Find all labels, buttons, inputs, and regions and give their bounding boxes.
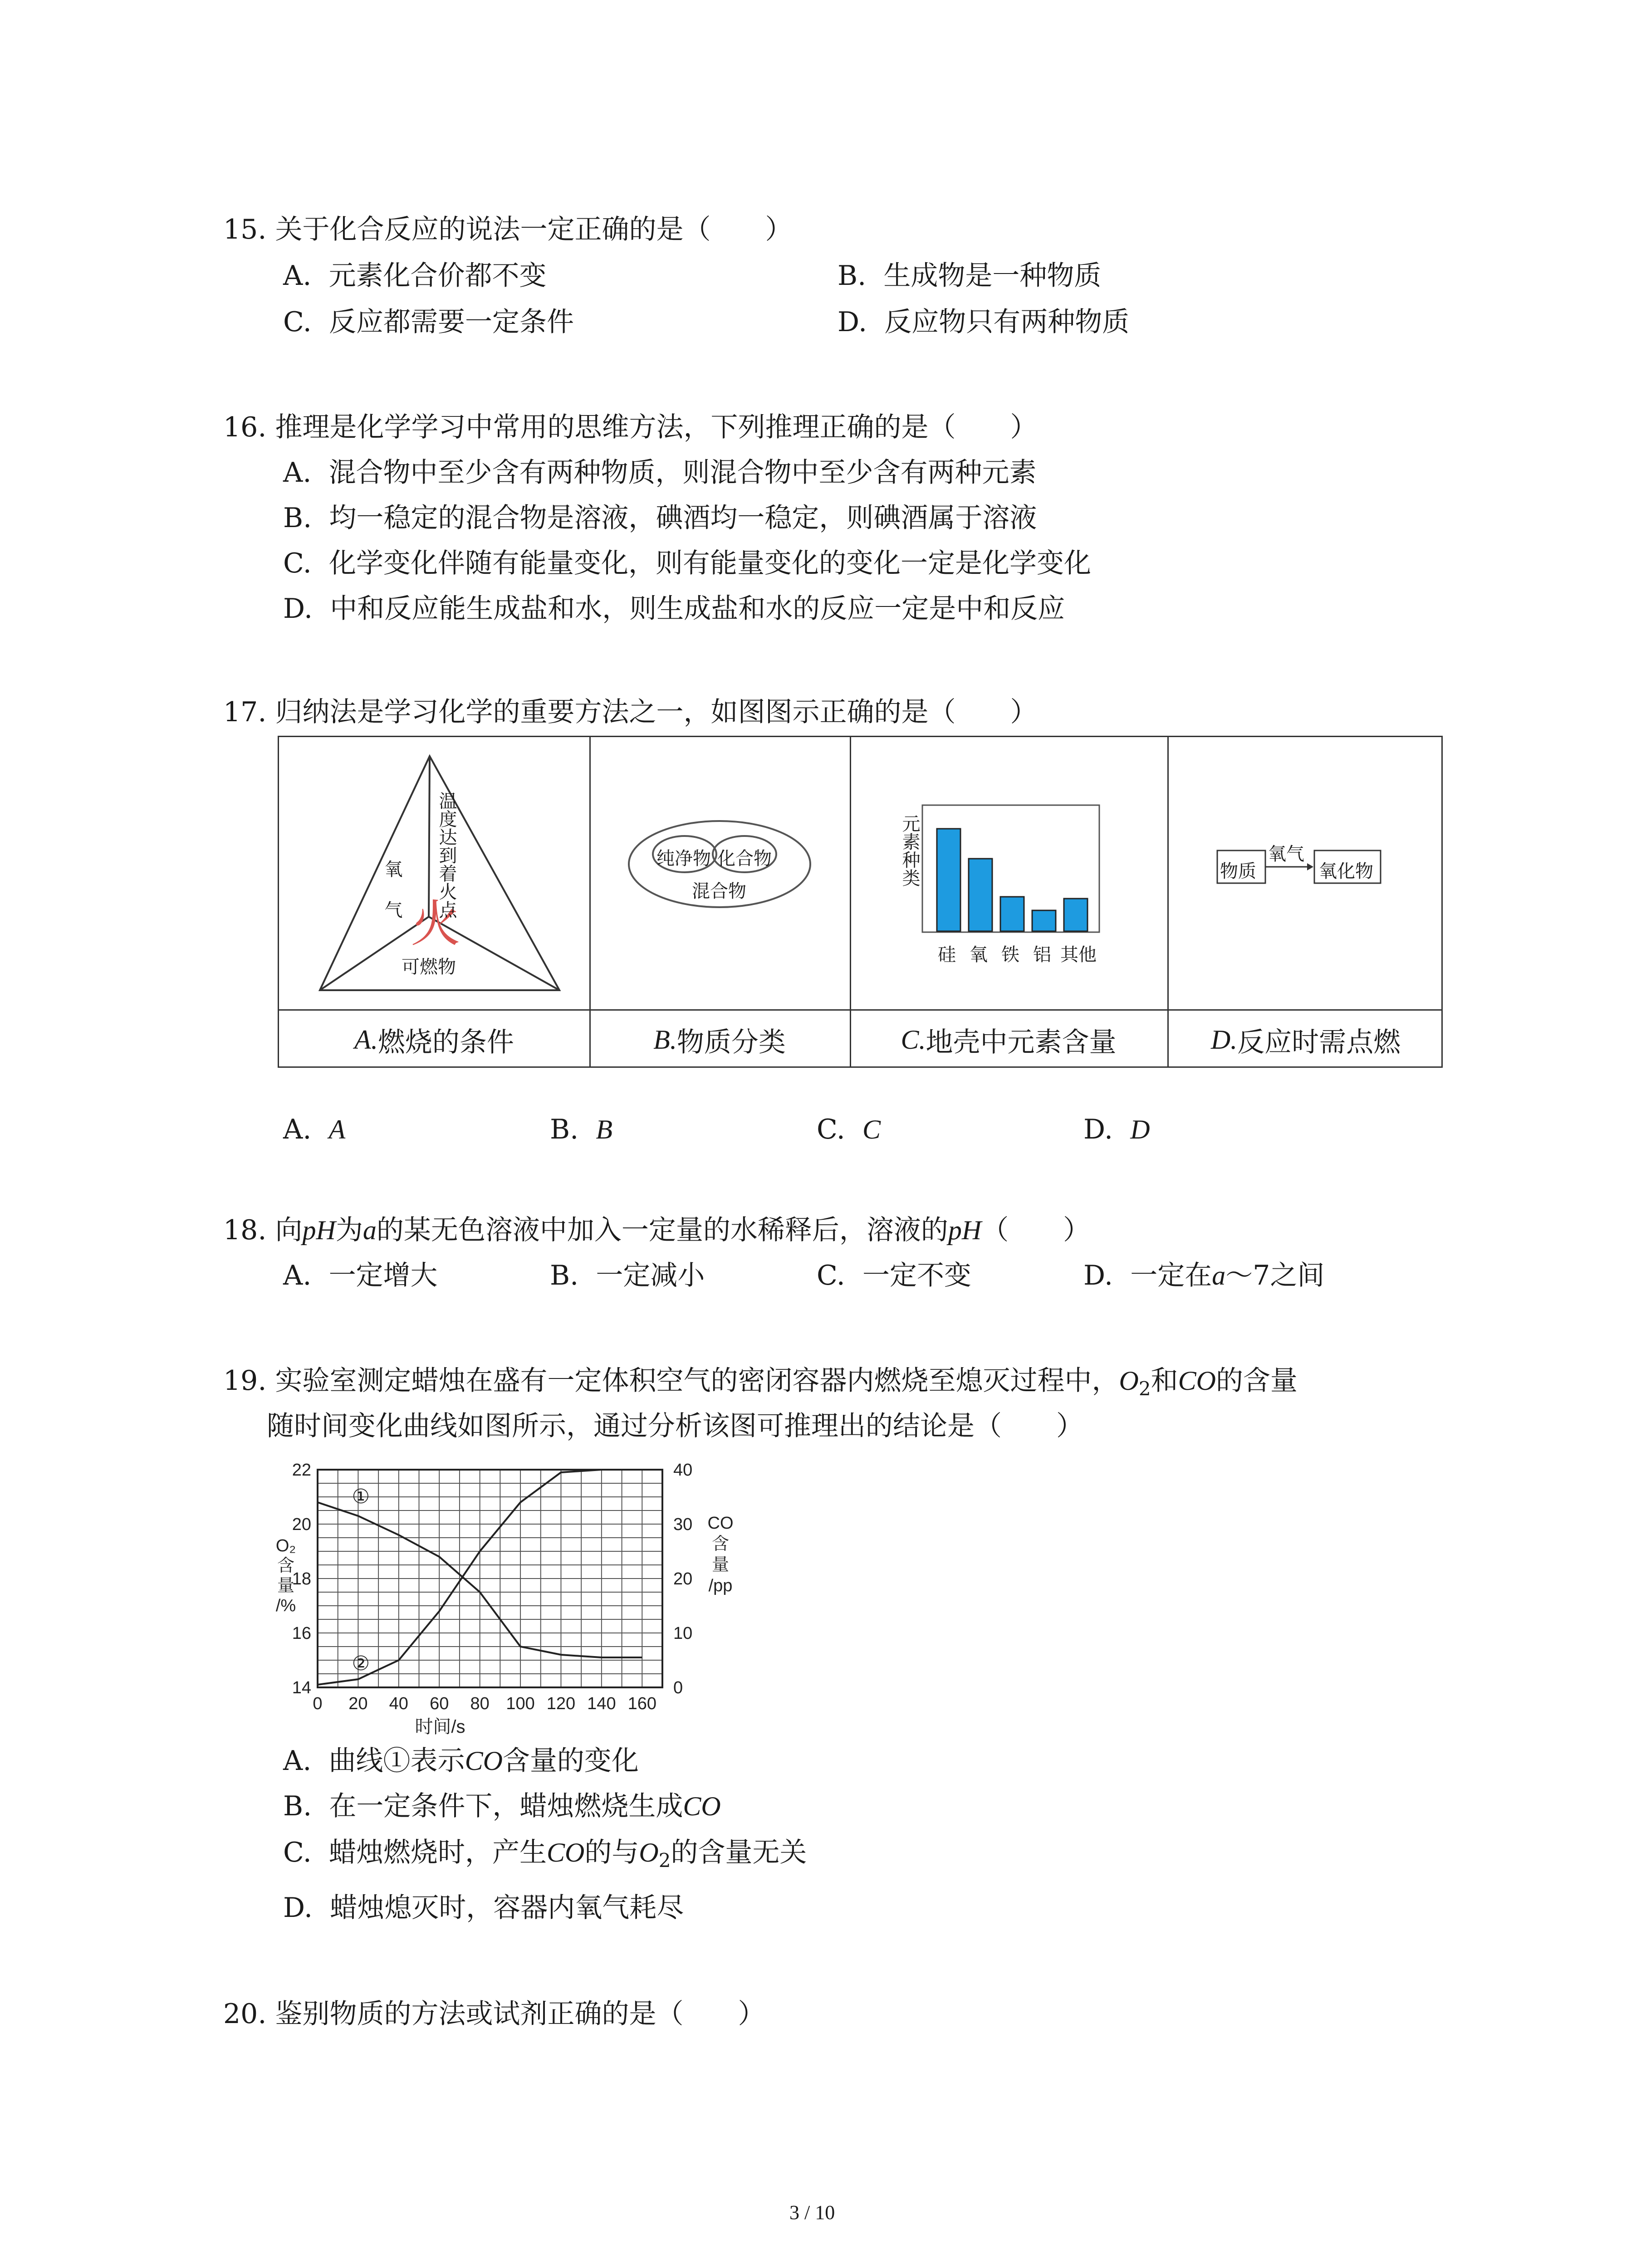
bar-si (937, 829, 960, 931)
arrow-head (1307, 863, 1313, 870)
q19-option-b[interactable] (283, 1790, 721, 1823)
ph-var: pH (948, 1215, 982, 1245)
q15-option-d[interactable] (838, 306, 1129, 338)
x-tick-label: 60 (430, 1694, 449, 1713)
option-text: 的与 (584, 1837, 639, 1868)
q17-option-d[interactable] (1083, 1113, 1150, 1146)
fig-a-top-label: 温度达到着火点 (436, 792, 456, 919)
fig-a-caption (279, 1012, 589, 1068)
divider (279, 1009, 1441, 1011)
caption-letter: C. (901, 1025, 926, 1055)
stem-text: 19. 实验室测定蜡烛在盛有一定体积空气的密闭容器内燃烧至熄灭过程中， (223, 1365, 1119, 1397)
option-text: ～7之间 (1225, 1260, 1325, 1291)
x-tick-label: 80 (470, 1694, 490, 1713)
page-number: 3 / 10 (789, 2201, 835, 2224)
co-var: CO (547, 1838, 585, 1867)
caption-text: 地壳中元素含量 (926, 1026, 1117, 1058)
option-label: B. (283, 502, 312, 534)
y-right-tick-label: 0 (673, 1678, 683, 1697)
o2-var: O (639, 1838, 659, 1867)
option-text: 曲线①表示 (328, 1745, 465, 1777)
co-var: CO (1178, 1366, 1216, 1396)
y-left-tick-label: 18 (292, 1569, 311, 1589)
option-label: B. (838, 260, 867, 292)
y-right-axis-label: /pp (708, 1576, 733, 1595)
fig-b-inner2: 化合物 (717, 849, 772, 869)
option-label: B. (283, 1790, 312, 1822)
q17-option-c[interactable] (817, 1113, 881, 1146)
stem-text: 的某无色溶液中加入一定量的水稀释后，溶液的 (376, 1214, 948, 1246)
fig-c-caption (850, 1012, 1167, 1068)
option-label: A. (283, 457, 312, 489)
q17-option-a[interactable] (283, 1113, 345, 1146)
q20-stem: 20. 鉴别物质的方法或试剂正确的是（ ） (223, 1998, 765, 2030)
q19-option-c[interactable] (283, 1836, 807, 1877)
bar-al (1032, 910, 1056, 931)
fig-b-outer: 混合物 (692, 881, 746, 901)
o2-var: O (1119, 1366, 1139, 1396)
stem-text: （ ） (981, 1214, 1091, 1246)
option-text: 反应都需要一定条件 (329, 306, 574, 338)
q19-stem-line2: 随时间变化曲线如图所示，通过分析该图可推理出的结论是（ ） (267, 1410, 1083, 1442)
fig-a-center-fire: 火 (411, 896, 460, 952)
fig-c-bar-diagram (850, 737, 1167, 1009)
stem-text: 为 (335, 1214, 363, 1246)
option-label: A. (283, 1114, 312, 1145)
y-right-tick-label: 40 (673, 1461, 693, 1480)
q19-option-d[interactable] (283, 1892, 684, 1924)
y-right-axis-label: 量 (711, 1555, 730, 1574)
x-tick-label: 140 (587, 1694, 616, 1713)
option-text: B (596, 1114, 612, 1144)
stem-text: 和 (1151, 1365, 1178, 1397)
series-label-2: ② (352, 1652, 370, 1675)
option-text: D (1130, 1114, 1150, 1144)
option-text: 中和反应能生成盐和水，则生成盐和水的反应一定是中和反应 (330, 593, 1065, 625)
x-tick-label: 160 (627, 1694, 656, 1713)
fig-b-caption (589, 1012, 850, 1068)
q18-option-d[interactable] (1083, 1259, 1324, 1292)
x-tick-label: 100 (506, 1694, 535, 1713)
bar-o (969, 859, 992, 931)
y-left-axis-label: 量 (277, 1576, 295, 1595)
option-label: A. (283, 1260, 312, 1291)
option-label: C. (817, 1260, 845, 1291)
fig-b-diagram (589, 737, 850, 1009)
fig-c-cat-1: 氧 (970, 945, 988, 965)
y-right-axis-label: CO (707, 1514, 734, 1533)
fig-d-arrow-label: 氧气 (1268, 844, 1304, 864)
option-text: 的含量无关 (671, 1837, 807, 1868)
a-var: a (362, 1215, 377, 1245)
option-label: C. (817, 1114, 845, 1145)
q16-option-b[interactable] (283, 502, 1037, 534)
caption-letter: B. (653, 1025, 677, 1055)
subscript: 2 (658, 1849, 671, 1872)
y-left-tick-label: 22 (292, 1461, 311, 1480)
option-text: 反应物只有两种物质 (884, 306, 1130, 338)
caption-letter: D. (1210, 1025, 1238, 1055)
option-label: B. (550, 1114, 579, 1145)
option-label: A. (283, 260, 312, 292)
option-text: 在一定条件下，蜡烛燃烧生成 (329, 1790, 683, 1822)
option-text: 含量的变化 (502, 1745, 639, 1777)
q16-option-d[interactable] (283, 592, 1065, 625)
option-label: D. (1083, 1260, 1113, 1291)
co-var: CO (683, 1791, 721, 1821)
option-text: 一定不变 (862, 1260, 971, 1291)
bar-fe (1000, 897, 1024, 931)
option-text: 蜡烛熄灭时，容器内氧气耗尽 (330, 1892, 684, 1924)
q17-figure-table (278, 736, 1443, 1068)
option-text: 蜡烛燃烧时，产生 (329, 1837, 547, 1868)
option-text: 一定增大 (328, 1260, 438, 1291)
fig-d-box1: 物质 (1220, 861, 1256, 881)
q16-option-a[interactable] (283, 456, 1037, 489)
option-text: 元素化合价都不变 (328, 260, 547, 292)
x-tick-label: 0 (313, 1694, 323, 1713)
fig-d-caption (1167, 1012, 1444, 1068)
caption-text: 物质分类 (676, 1026, 786, 1058)
y-right-tick-label: 10 (673, 1624, 693, 1643)
fig-a-bottom-label: 可燃物 (402, 957, 456, 977)
y-right-tick-label: 20 (673, 1569, 693, 1589)
y-left-axis-label: /% (275, 1596, 296, 1615)
y-left-axis-label: O₂ (275, 1536, 296, 1555)
q18-option-a[interactable] (283, 1259, 438, 1292)
option-label: C. (283, 547, 312, 579)
y-right-axis-label: 含 (711, 1535, 730, 1554)
fig-d-flow (1167, 737, 1444, 1009)
fig-c-cat-0: 硅 (938, 945, 956, 965)
q18-option-b[interactable] (550, 1259, 705, 1292)
q15-option-a[interactable] (283, 259, 547, 292)
q17-stem: 17. 归纳法是学习化学的重要方法之一，如图图示正确的是（ ） (223, 696, 1038, 728)
option-text: 生成物是一种物质 (883, 260, 1102, 292)
option-label: D. (838, 306, 867, 338)
triangle-line (429, 756, 430, 917)
fig-d-box2: 氧化物 (1319, 861, 1373, 881)
fig-c-cat-4: 其他 (1060, 945, 1097, 965)
x-tick-label: 40 (389, 1694, 408, 1713)
x-axis-label: 时间/s (415, 1717, 465, 1737)
a-var: a (1212, 1261, 1226, 1290)
caption-letter: A. (354, 1025, 378, 1055)
bar-other (1064, 899, 1087, 931)
caption-text: 燃烧的条件 (377, 1026, 514, 1058)
ph-var: pH (302, 1215, 336, 1245)
series-label-1: ① (352, 1486, 370, 1508)
y-left-axis-label: 含 (277, 1556, 295, 1575)
q15-stem: 15. 关于化合反应的说法一定正确的是（ ） (223, 214, 793, 245)
q15-option-b[interactable] (838, 259, 1101, 292)
q15-option-c[interactable] (283, 306, 574, 338)
y-right-tick-label: 30 (673, 1515, 693, 1534)
co-var: CO (465, 1746, 503, 1776)
option-label: D. (1083, 1114, 1113, 1145)
q17-option-b[interactable] (550, 1113, 612, 1146)
y-left-tick-label: 16 (292, 1624, 311, 1643)
fig-c-cat-3: 铝 (1033, 945, 1051, 965)
option-text: 一定减小 (596, 1260, 705, 1291)
fig-c-ylabel: 元素种类 (900, 814, 920, 887)
fig-a-left-label: 氧气 (382, 860, 402, 941)
option-text: A (328, 1114, 346, 1144)
stem-text: 的含量 (1215, 1365, 1298, 1397)
option-label: B. (550, 1260, 579, 1291)
subscript: 2 (1138, 1378, 1151, 1400)
fig-c-cat-2: 铁 (1001, 945, 1019, 965)
option-text: 均一稳定的混合物是溶液，碘酒均一稳定，则碘酒属于溶液 (329, 502, 1037, 534)
y-left-tick-label: 14 (292, 1678, 311, 1697)
q18-stem (223, 1214, 1090, 1246)
q19-option-a[interactable] (283, 1745, 639, 1777)
option-label: D. (283, 1892, 313, 1924)
stem-text: 18. 向 (223, 1214, 303, 1246)
q16-stem: 16. 推理是化学学习中常用的思维方法，下列推理正确的是（ ） (223, 411, 1038, 443)
y-left-tick-label: 20 (292, 1515, 311, 1534)
x-tick-label: 120 (546, 1694, 576, 1713)
q19-stem-line1 (223, 1364, 1298, 1405)
fig-b-inner1: 纯净物 (656, 849, 711, 869)
option-text: 混合物中至少含有两种物质，则混合物中至少含有两种元素 (328, 457, 1037, 489)
option-label: D. (283, 593, 313, 625)
option-text: C (862, 1114, 881, 1144)
caption-text: 反应时需点燃 (1237, 1026, 1401, 1058)
option-label: A. (283, 1745, 312, 1777)
x-tick-label: 20 (348, 1694, 368, 1713)
q16-option-c[interactable] (283, 547, 1091, 580)
option-label: C. (283, 1837, 312, 1868)
q18-option-c[interactable] (817, 1259, 971, 1292)
option-text: 一定在 (1130, 1260, 1212, 1291)
option-label: C. (283, 306, 312, 338)
option-text: 化学变化伴随有能量变化，则有能量变化的变化一定是化学变化 (329, 547, 1091, 579)
q19-line-chart (268, 1461, 753, 1746)
